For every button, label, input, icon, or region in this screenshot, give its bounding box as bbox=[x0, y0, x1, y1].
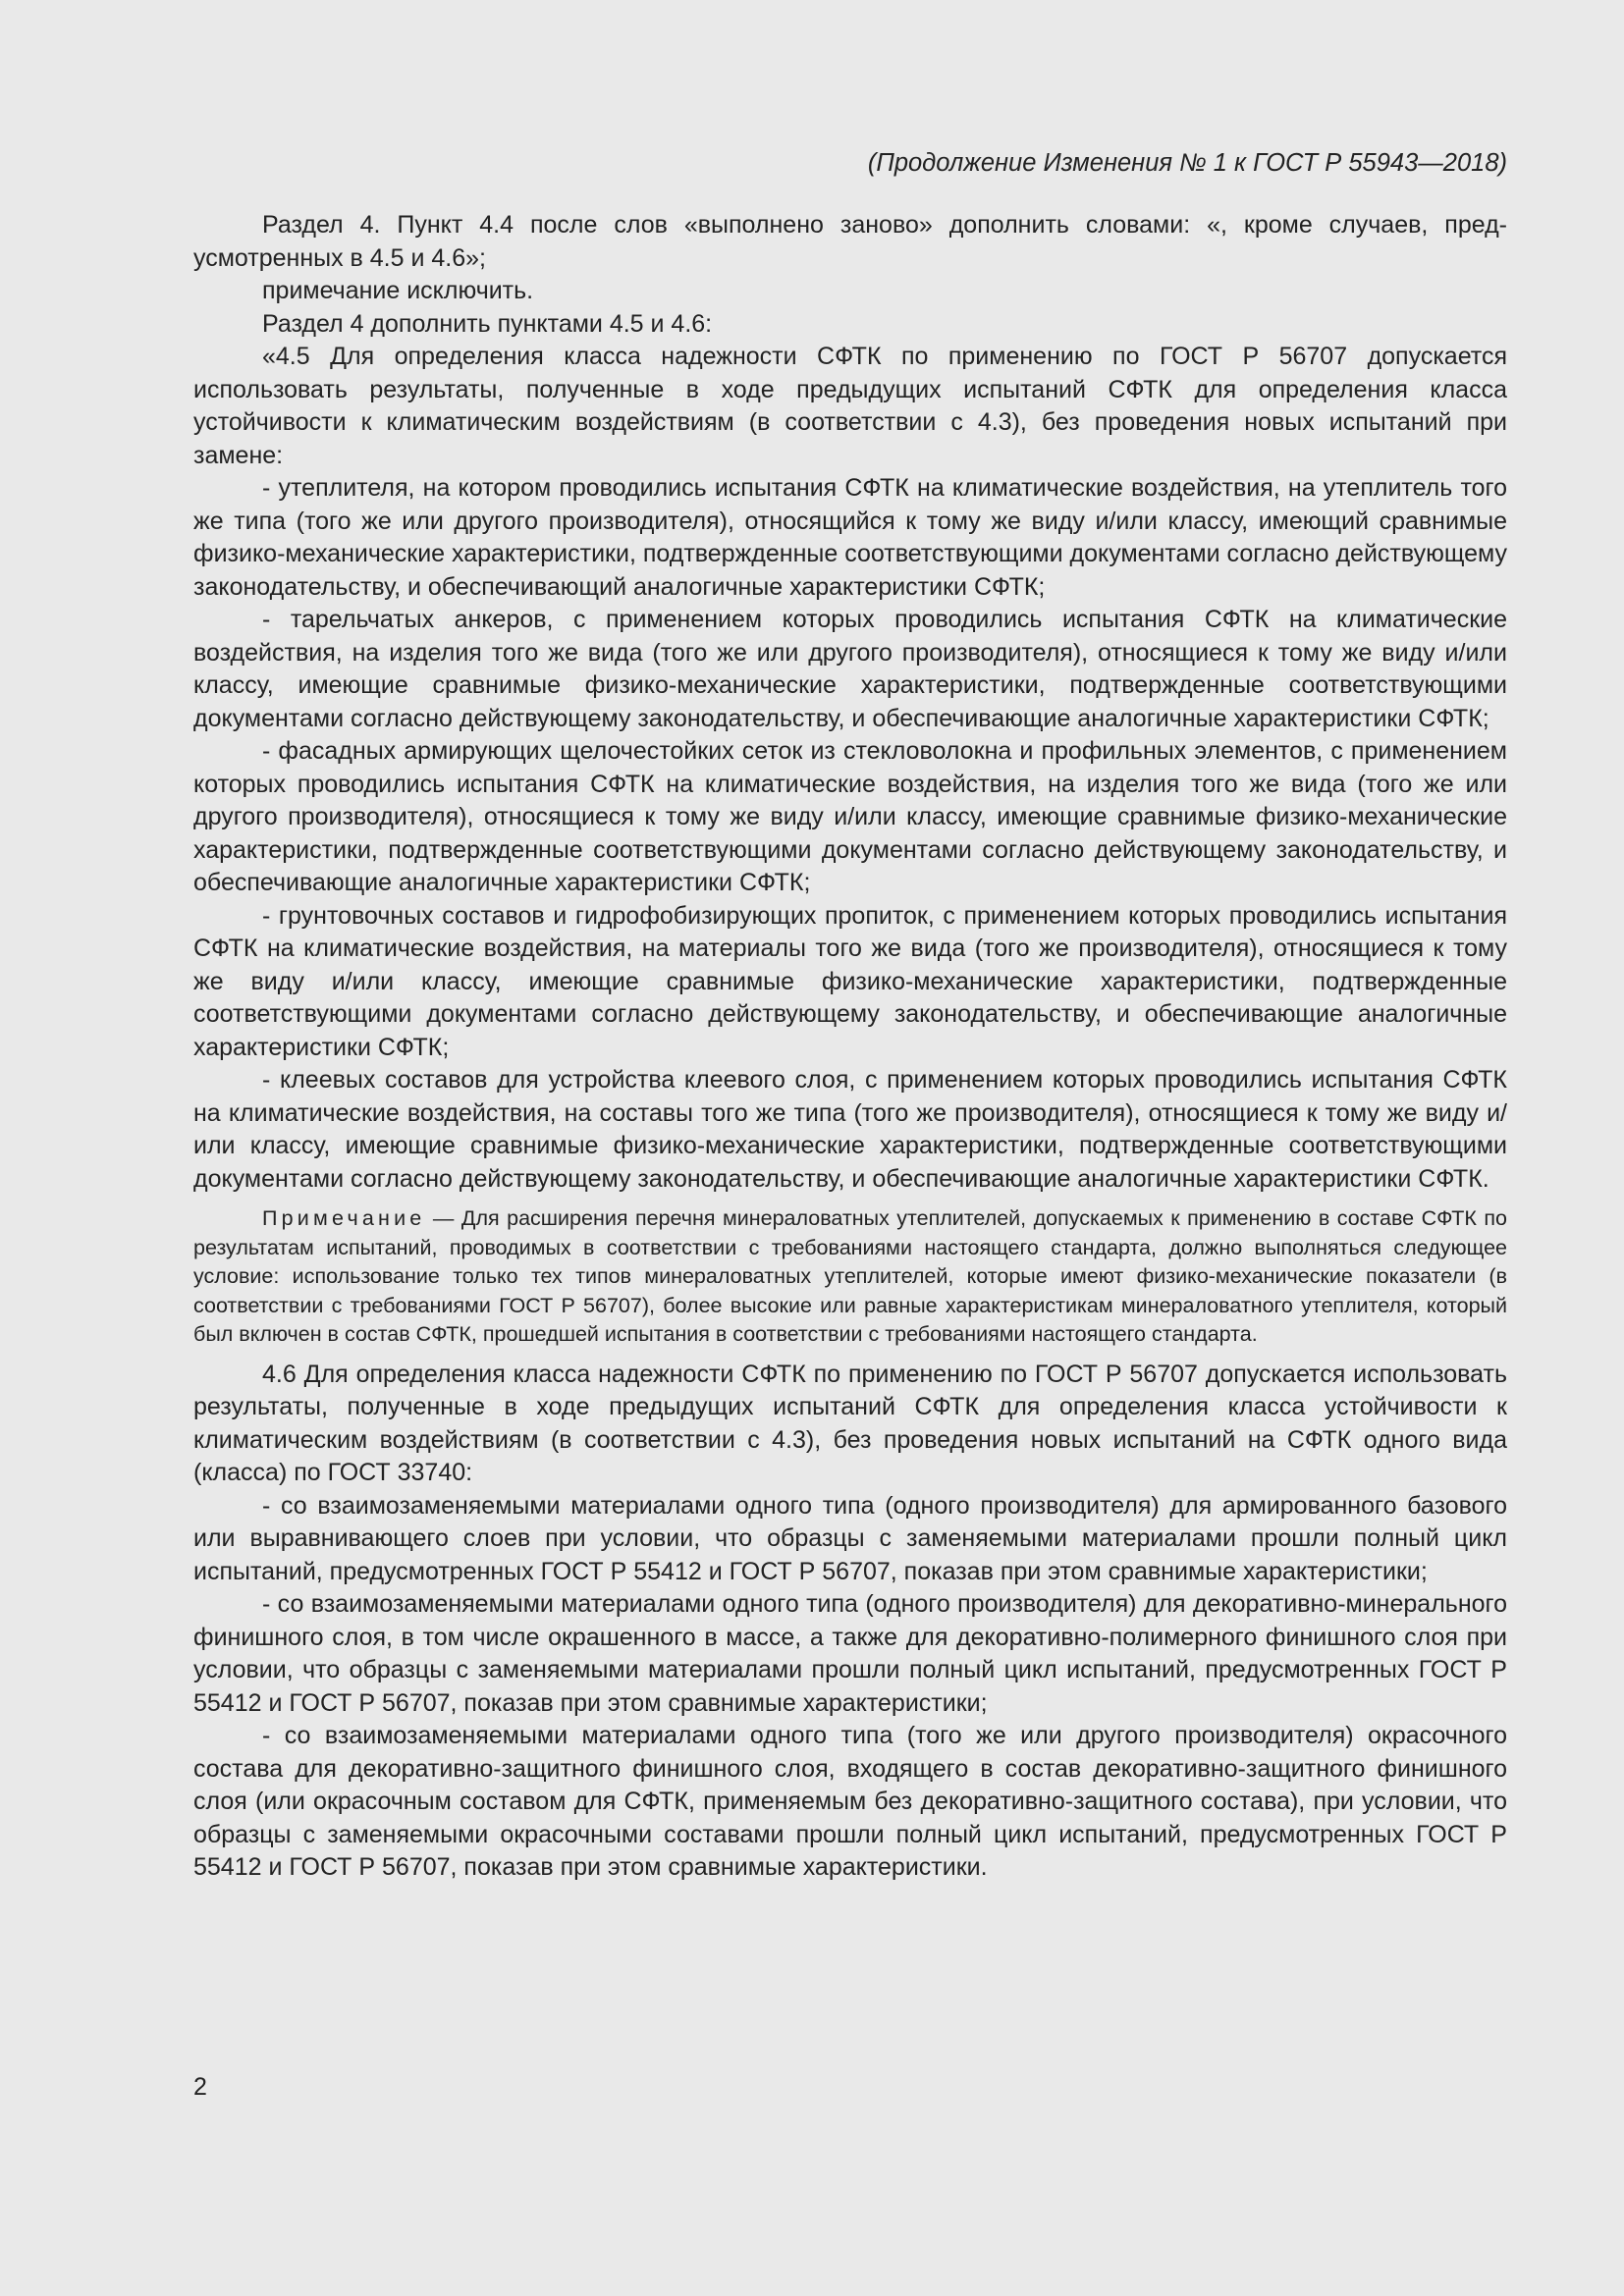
paragraph: примечание исключить. bbox=[262, 277, 534, 304]
list-item: - утеплителя, на котором проводились испытания СФТК на климатические воздействия, на утеплитель того же типа (того же или другого производителя), относящийся к тому же виду и/или классу, имеющий сравнимые физико-механические характеристики, подтвержденные соответствующими документами согласно действующему законодательству, и обеспечивающий аналогичные характеристики СФТК; bbox=[193, 474, 1507, 601]
note-label: Примечание bbox=[262, 1206, 426, 1230]
note bbox=[193, 1204, 1507, 1350]
paragraph: «4.5 Для определения класса надежности СФТК по применению по ГОСТ Р 56707 допускается использовать результаты, полученные в ходе предыдущих испытаний СФТК для определения класса устойчивости к климатическим воздействиям (в соответствии с 4.3), без проведения новых испытаний при замене: bbox=[193, 343, 1507, 469]
document-body bbox=[193, 209, 1507, 1885]
list-item: - со взаимозаменяемыми материалами одного типа (того же или другого производителя) окрасочного состава для декоративно-защитного финишного слоя, входящего в состав декоративно-защитного финишного слоя (или окрасочным составом для СФТК, применяемым без декоративно-защитного состава), при условии, что образцы с заменяемыми окрасочными составами прошли полный цикл испытаний, предусмотренных ГОСТ Р 55412 и ГОСТ Р 56707, показав при этом сравнимые характеристики. bbox=[193, 1722, 1507, 1881]
page-number: 2 bbox=[193, 2073, 207, 2101]
list-item: - со взаимозаменяемыми материалами одного типа (одного производителя) для армированного базового или выравнивающего слоев при условии, что образцы с заменяемыми материалами прошли полный цикл испытаний, предусмотренных ГОСТ Р 55412 и ГОСТ Р 56707, показав при этом сравнимые характеристики; bbox=[193, 1491, 1507, 1585]
list-item: - клеевых составов для устройства клеевого слоя, с применением которых проводились испытания СФТК на климатические воздействия, на составы того же типа (того же производителя), относящиеся к тому же виду и/или классу, имеющие сравнимые физико-механические характеристики, подтвержденные соответствующими документами согласно действующему законодательству, и обеспечивающие аналогичные характеристики СФТК. bbox=[193, 1066, 1507, 1193]
list-item: - тарельчатых анкеров, с применением которых проводились испытания СФТК на климатические воздействия, на изделия того же вида (того же или другого производителя), относящиеся к тому же виду и/или классу, имеющие сравнимые физико-механические характеристики, подтвержденные соответствующими документами согласно действующему законодательству, и обеспечивающие аналогичные характеристики СФТК; bbox=[193, 606, 1507, 732]
list-item: - фасадных армирующих щелочестойких сеток из стекловолокна и профильных элементов, с применением которых проводились испытания СФТК на климатические воздействия, на изделия того же вида (того же или другого производителя), относящиеся к тому же виду и/или классу, имеющие сравнимые физико-механические характеристики, подтвержденные соответствующими документами согласно действующему законодательству, и обеспечивающие аналогичные характеристики СФТК; bbox=[193, 737, 1507, 896]
paragraph: Раздел 4. Пункт 4.4 после слов «выполнено заново» дополнить словами: «, кроме случаев, предусмотренных в 4.5 и 4.6»; bbox=[193, 211, 1507, 272]
paragraph: 4.6 Для определения класса надежности СФТК по применению по ГОСТ Р 56707 допускается использовать результаты, полученные в ходе предыдущих испытаний СФТК для определения класса устойчивости к климатическим воздействиям (в соответствии с 4.3), без проведения новых испытаний на СФТК одного вида (класса) по ГОСТ 33740: bbox=[193, 1360, 1507, 1486]
continuation-header: (Продолжение Изменения № 1 к ГОСТ Р 55943—2018) bbox=[867, 149, 1507, 177]
paragraph: Раздел 4 дополнить пунктами 4.5 и 4.6: bbox=[262, 309, 713, 338]
note-text: — Для расширения перечня минераловатных утеплителей, допускаемых к применению в составе СФТК по результатам испытаний, проводимых в соответствии с требованиями настоящего стандарта, должно выполняться следующее условие: использование только тех типов минераловатных утеплителей, которые имеют физико-механические показатели (в соответствии с требованиями ГОСТ Р 56707), более высокие или равные характеристикам минераловатного утеплителя, который был включен в состав СФТК, прошедшей испытания в соответствии с требованиями настоящего стандарта. bbox=[193, 1206, 1507, 1346]
list-item: - грунтовочных составов и гидрофобизирующих пропиток, с применением которых проводились испытания СФТК на климатические воздействия, на материалы того же вида (того же производителя), относящиеся к тому же виду и/или классу, имеющие сравнимые физико-механические характеристики, подтвержденные соответствующими документами согласно действующему законодательству, и обеспечивающие аналогичные характеристики СФТК; bbox=[193, 901, 1507, 1061]
list-item: - со взаимозаменяемыми материалами одного типа (одного производителя) для декоративно-минерального финишного слоя, в том числе окрашенного в массе, а также для декоративно-полимерного финишного слоя при условии, что образцы с заменяемыми материалами прошли полный цикл испытаний, предусмотренных ГОСТ Р 55412 и ГОСТ Р 56707, показав при этом сравнимые характеристики; bbox=[193, 1590, 1507, 1717]
